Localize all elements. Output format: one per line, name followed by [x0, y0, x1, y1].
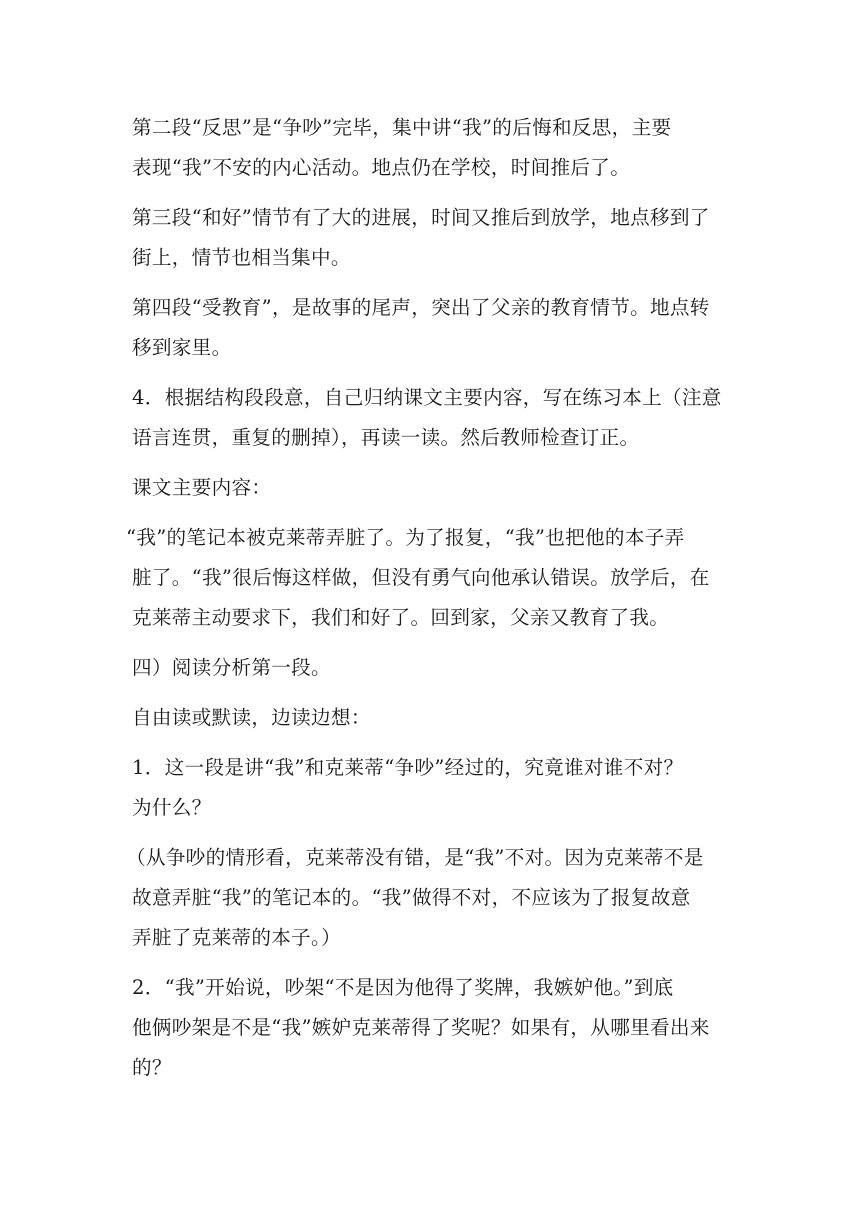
- text-line-2: 表现“我”不安的内心活动。地点仍在学校，时间推后了。: [132, 156, 631, 179]
- paragraph-gap: [132, 508, 732, 518]
- text-line-13: 四）阅读分析第一段。: [132, 656, 331, 679]
- text-line-7: 4．根据结构段段意，自己归纳课文主要内容，写在练习本上（注意: [132, 386, 722, 409]
- text-line-18: 故意弄脏“我”的笔记本的。“我”做得不对，不应该为了报复故意: [132, 886, 691, 909]
- paragraph-gap: [132, 368, 732, 378]
- paragraph-gap: [132, 188, 732, 198]
- text-line-6: 移到家里。: [132, 336, 232, 359]
- paragraph-gap: [132, 828, 732, 838]
- paragraph-gap: [132, 738, 732, 748]
- text-line-14: 自由读或默读，边读边想：: [132, 706, 371, 729]
- paragraph-gap: [132, 638, 732, 648]
- paragraph-gap: [132, 458, 732, 468]
- paragraph-gap: [132, 958, 732, 968]
- text-line-16: 为什么？: [132, 796, 212, 819]
- text-line-8: 语言连贯，重复的删掉），再读一读。然后教师检查订正。: [132, 426, 640, 449]
- text-line-12: 克莱蒂主动要求下，我们和好了。回到家，父亲又教育了我。: [132, 606, 670, 629]
- text-line-3: 第三段“和好”情节有了大的进展，时间又推后到放学，地点移到了: [132, 206, 710, 229]
- paragraph-gap: [132, 688, 732, 698]
- text-line-17: （从争吵的情形看，克莱蒂没有错，是“我”不对。因为克莱蒂不是: [126, 846, 704, 869]
- text-line-19: 弄脏了克莱蒂的本子。）: [132, 926, 342, 949]
- text-line-20: 2．“我”开始说，吵架“不是因为他得了奖牌，我嫉妒他。”到底: [132, 976, 674, 999]
- text-line-9: 课文主要内容：: [132, 476, 272, 499]
- text-line-11: 脏了。“我”很后悔这样做，但没有勇气向他承认错误。放学后，在: [132, 566, 710, 589]
- text-line-15: 1．这一段是讲“我”和克莱蒂“争吵”经过的，究竟谁对谁不对？: [132, 756, 684, 779]
- text-line-5: 第四段“受教育”，是故事的尾声，突出了父亲的教育情节。地点转: [132, 296, 710, 319]
- text-line-21: 他俩吵架是不是“我”嫉妒克莱蒂得了奖呢？如果有，从哪里看出来: [132, 1016, 710, 1039]
- text-line-22: 的？: [132, 1056, 172, 1079]
- document-page: [126, 108, 732, 1088]
- text-line-1: 第二段“反思”是“争吵”完毕，集中讲“我”的后悔和反思，主要: [132, 116, 672, 139]
- text-line-4: 街上，情节也相当集中。: [132, 246, 351, 269]
- text-line-10: “我”的笔记本被克莱蒂弄脏了。为了报复，“我”也把他的本子弄: [126, 526, 685, 549]
- paragraph-gap: [132, 278, 732, 288]
